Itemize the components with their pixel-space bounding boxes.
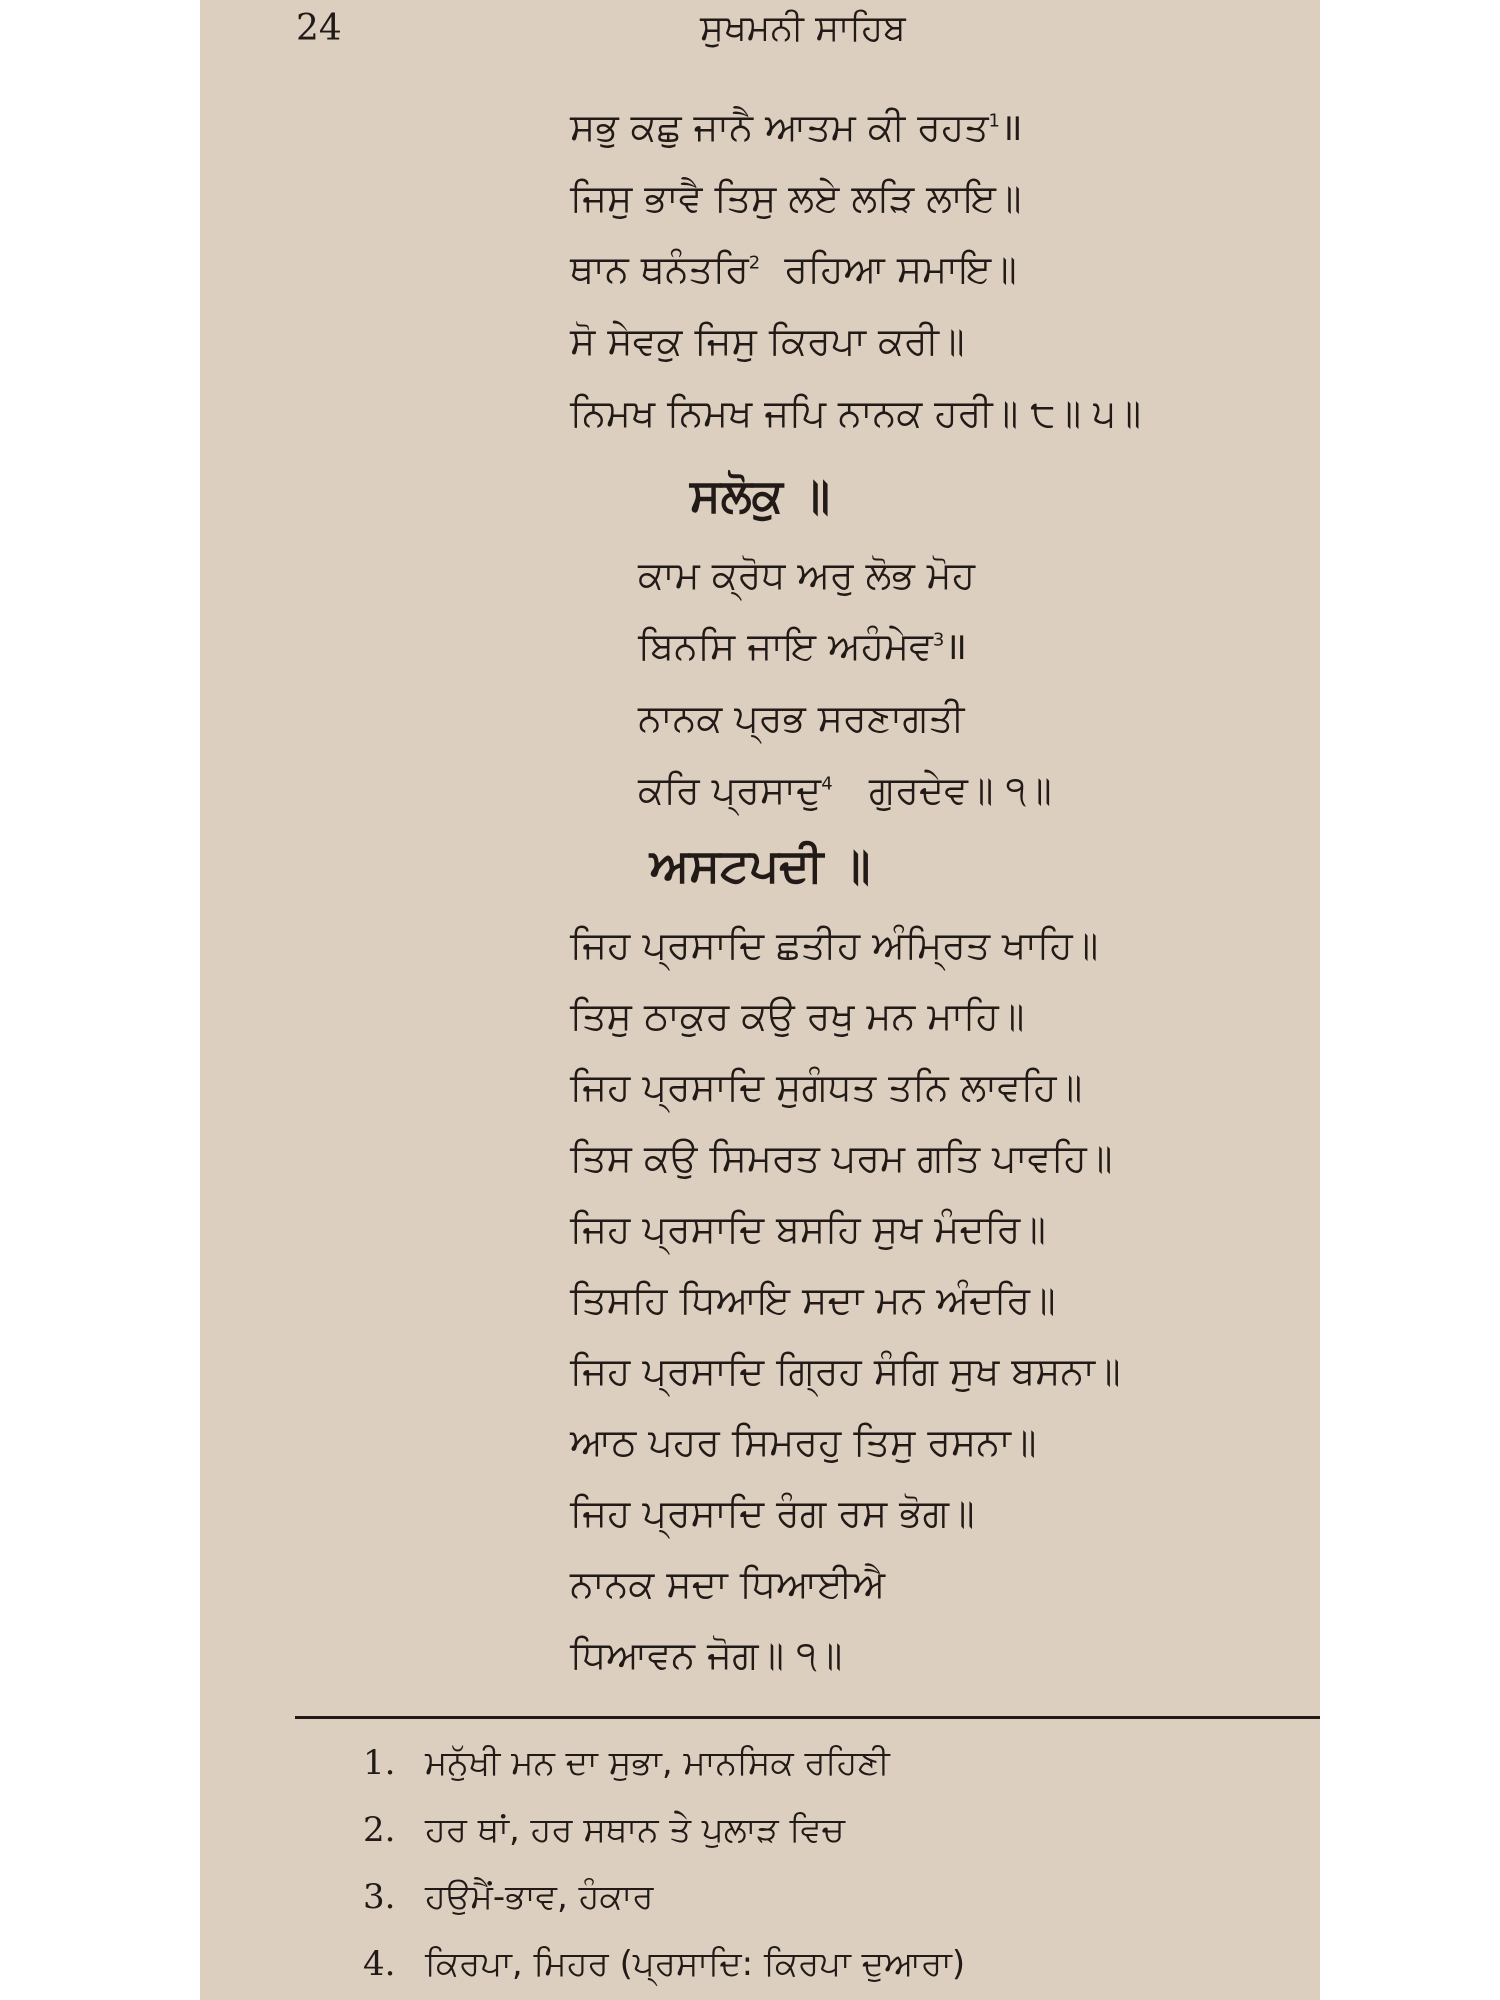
astpadi-line: ਆਠ ਪਹਰ ਸਿਮਰਹੁ ਤਿਸੁ ਰਸਨਾ॥	[570, 1420, 1037, 1464]
salok-line: ਬਿਨਸਿ ਜਾਇ ਅਹੰਮੇਵ$^3$॥	[638, 624, 968, 668]
page-number: 24	[296, 8, 342, 49]
footnote-number: 3.	[363, 1877, 396, 1917]
astpadi-line: ਧਿਆਵਨ ਜੋਗ॥ ੧॥	[570, 1633, 843, 1677]
astpadi-line: ਤਿਸੁ ਠਾਕੁਰ ਕਉ ਰਖੁ ਮਨ ਮਾਹਿ॥	[570, 994, 1025, 1038]
running-title: ਸੁਖਮਨੀ ਸਾਹਿਬ	[700, 8, 906, 49]
footnote-text: ਮਨੁੱਖੀ ਮਨ ਦਾ ਸੁਭਾ, ਮਾਨਸਿਕ ਰਹਿਣੀ	[425, 1743, 890, 1783]
footnote-divider	[295, 1716, 1320, 1719]
book-page	[200, 0, 1320, 2000]
salok-heading: ਸਲੋਕੁ ॥	[689, 468, 831, 522]
verse-line: ਜਿਸੁ ਭਾਵੈ ਤਿਸੁ ਲਏ ਲੜਿ ਲਾਇ॥	[570, 176, 1022, 220]
footnote	[363, 1740, 890, 1786]
footnote	[363, 1807, 845, 1853]
astpadi-line: ਜਿਹ ਪ੍ਰਸਾਦਿ ਰੰਗ ਰਸ ਭੋਗ॥	[570, 1491, 975, 1535]
salok-line: ਕਰਿ ਪ੍ਰਸਾਦੁ$^4$ ਗੁਰਦੇਵ॥ ੧॥	[638, 768, 1052, 812]
footnote-text: ਹਉਮੈਂ-ਭਾਵ, ਹੰਕਾਰ	[425, 1877, 654, 1917]
astpadi-line: ਤਿਸਹਿ ਧਿਆਇ ਸਦਾ ਮਨ ਅੰਦਰਿ॥	[570, 1278, 1056, 1322]
astpadi-line: ਤਿਸ ਕਉ ਸਿਮਰਤ ਪਰਮ ਗਤਿ ਪਾਵਹਿ॥	[570, 1136, 1113, 1180]
footnote	[363, 1941, 965, 1987]
astpadi-line: ਜਿਹ ਪ੍ਰਸਾਦਿ ਬਸਹਿ ਸੁਖ ਮੰਦਰਿ॥	[570, 1207, 1046, 1251]
footnote-marker: 3	[932, 629, 945, 651]
salok-line: ਨਾਨਕ ਪ੍ਰਭ ਸਰਣਾਗਤੀ	[638, 696, 965, 740]
astpadi-line: ਨਾਨਕ ਸਦਾ ਧਿਆਈਐ	[570, 1562, 886, 1606]
footnote-marker: 2	[748, 252, 761, 274]
footnote-number: 2.	[363, 1810, 396, 1850]
footnote-marker: 4	[821, 773, 833, 795]
footnote	[363, 1874, 653, 1920]
verse-line: ਸਭੁ ਕਛੁ ਜਾਨੈ ਆਤਮ ਕੀ ਰਹਤ$^1$॥	[570, 105, 1023, 149]
footnote-marker: 1	[988, 110, 1000, 132]
astpadi-line: ਜਿਹ ਪ੍ਰਸਾਦਿ ਸੁਗੰਧਤ ਤਨਿ ਲਾਵਹਿ॥	[570, 1065, 1083, 1109]
astpadi-heading: ਅਸਟਪਦੀ ॥	[649, 838, 871, 892]
astpadi-line: ਜਿਹ ਪ੍ਰਸਾਦਿ ਛਤੀਹ ਅੰਮ੍ਰਿਤ ਖਾਹਿ॥	[570, 923, 1099, 967]
footnote-number: 1.	[363, 1743, 396, 1783]
astpadi-line: ਜਿਹ ਪ੍ਰਸਾਦਿ ਗ੍ਰਿਹ ਸੰਗਿ ਸੁਖ ਬਸਨਾ॥	[570, 1349, 1121, 1393]
footnote-text: ਕਿਰਪਾ, ਮਿਹਰ (ਪ੍ਰਸਾਦਿ: ਕਿਰਪਾ ਦੁਆਰਾ)	[425, 1944, 966, 1984]
salok-line: ਕਾਮ ਕ੍ਰੋਧ ਅਰੁ ਲੋਭ ਮੋਹ	[638, 553, 976, 597]
verse-line: ਨਿਮਖ ਨਿਮਖ ਜਪਿ ਨਾਨਕ ਹਰੀ॥ ੮॥ ੫॥	[570, 391, 1142, 435]
footnote-text: ਹਰ ਥਾਂ, ਹਰ ਸਥਾਨ ਤੇ ਪੁਲਾੜ ਵਿਚ	[425, 1810, 845, 1850]
footnote-number: 4.	[363, 1944, 396, 1984]
verse-line: ਥਾਨ ਥਨੰਤਰਿ$^2$ ਰਹਿਆ ਸਮਾਇ॥	[570, 247, 1017, 291]
verse-line: ਸੋ ਸੇਵਕੁ ਜਿਸੁ ਕਿਰਪਾ ਕਰੀ॥	[570, 319, 965, 363]
